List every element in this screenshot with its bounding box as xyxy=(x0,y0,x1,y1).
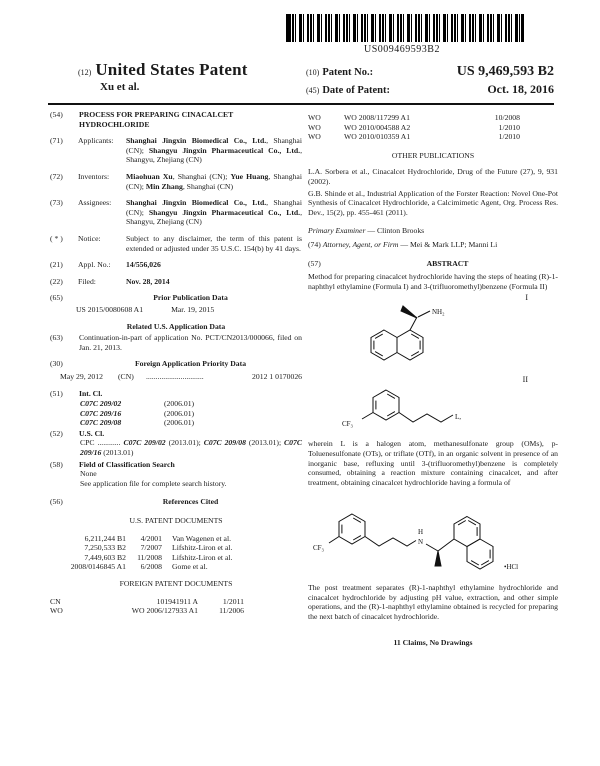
svg-text:NH₂: NH₂ xyxy=(432,308,445,317)
appl-no-label: Appl. No.: xyxy=(78,260,111,270)
table-row: CN 101941911 A 1/2011 xyxy=(50,596,244,606)
field-num-51: (51) xyxy=(50,389,63,399)
section-65-prior-pub xyxy=(50,293,302,303)
appl-no-value: 14/556,026 xyxy=(126,260,161,270)
filed-label: Filed: xyxy=(78,276,96,286)
assignees-label: Assignees: xyxy=(78,198,112,208)
int-cl-heading: Int. Cl. xyxy=(79,389,103,399)
us-cl-heading: U.S. Cl. xyxy=(79,428,105,438)
notice-text: Subject to any disclaimer, the term of this patent is extended or adjusted under 35 U.S.C. 154(b) by 41 days. xyxy=(126,233,302,253)
priority-date: May 29, 2012 xyxy=(60,371,103,381)
field-search-heading: Field of Classification Search xyxy=(79,459,175,469)
patent-no-code: (10) xyxy=(306,68,320,77)
svg-text:CF₃: CF₃ xyxy=(313,544,325,553)
svg-text:•HCl: •HCl xyxy=(504,563,519,572)
abstract-para-2: wherein L is a halogen atom, methanesulfonate group (OMs), p-Toluenesulfonate (OTs), or triflate (OTf), in an organic solvent in presence of an inorganic base, refluxing until 3-(trifluoromethyl)benzene is completely consumed, obtaining a reaction mixture containing cinacalcet, and after treatment, obtaining cinacalcet hydrochloride having a formula of xyxy=(308,439,558,487)
inventors-text: Miaohuan Xu, Shanghai (CN); Yue Huang, Shanghai (CN); Min Zhang, Shanghai (CN) xyxy=(126,171,302,191)
field-num-57: (57) xyxy=(308,258,321,268)
int-cl-row: C07C 209/08 (2006.01) xyxy=(80,418,195,428)
formula-1-label: I xyxy=(525,293,528,303)
field-num-notice: ( * ) xyxy=(50,233,63,243)
foreign-priority-heading: Foreign Application Priority Data xyxy=(134,359,247,369)
patent-no-label: Patent No.: xyxy=(322,67,374,78)
prior-pub-heading: Prior Publication Data xyxy=(153,293,228,303)
related-app-text: Continuation-in-part of application No. PCT/CN2013/000066, filed on Jan. 21, 2013. xyxy=(79,333,302,352)
barcode-image xyxy=(286,14,524,42)
formula-1-structure xyxy=(336,293,556,373)
date-code: (45) xyxy=(306,86,320,95)
foreign-docs-table-cont xyxy=(308,113,558,142)
section-57-abstract xyxy=(308,259,558,269)
left-column xyxy=(50,110,302,616)
foreign-priority-entry xyxy=(60,372,302,382)
section-54-title xyxy=(50,110,302,129)
prior-pub-date: Mar. 19, 2015 xyxy=(171,304,215,314)
invention-title: PROCESS FOR PREPARING CINACALCET HYDROCHLORIDE xyxy=(79,110,234,129)
table-row: 6,211,244 B1 4/2001 Van Wagenen et al. xyxy=(84,533,232,543)
field-search-none: None xyxy=(80,469,97,479)
table-row: WO WO 2010/004588 A2 1/2010 xyxy=(308,122,520,132)
priority-country: (CN) xyxy=(118,371,134,381)
formula-3 xyxy=(308,489,558,581)
table-row: 7,449,603 B2 11/2008 Lifshitz-Liron et al. xyxy=(84,552,233,562)
assignees-text: Shanghai Jingxin Biomedical Co., Ltd., Shanghai (CN); Shangyu Jingxin Pharmaceutical Co., Ltd., Shangyu, Zhejiang (CN) xyxy=(126,198,302,227)
table-row: 7,250,533 B2 7/2007 Lifshitz-Liron et al. xyxy=(84,543,233,553)
header-right xyxy=(306,64,554,99)
section-71-applicants xyxy=(50,136,302,165)
header-divider xyxy=(48,103,554,105)
formula-2-label: II xyxy=(522,375,528,385)
inventors-label: Inventors: xyxy=(78,171,110,181)
svg-text:L,: L, xyxy=(455,413,462,422)
field-search-note: See application file for complete search history. xyxy=(80,478,227,488)
table-row: 2008/0146845 A1 6/2008 Gome et al. xyxy=(70,562,208,572)
abstract-heading: ABSTRACT xyxy=(426,258,469,268)
references-heading: References Cited xyxy=(162,497,219,507)
svg-text:CF₃: CF₃ xyxy=(342,420,354,429)
field-num-22: (22) xyxy=(50,276,63,286)
field-num-63: (63) xyxy=(50,333,63,343)
int-cl-entries xyxy=(50,399,302,428)
section-73-assignees xyxy=(50,198,302,227)
section-22-filed xyxy=(50,277,302,287)
patent-date-row xyxy=(306,82,554,97)
priority-app-number: 2012 1 0170026 xyxy=(252,371,302,381)
cpc-text: CPC ............ C07C 209/02 (2013.01); C07C 209/08 (2013.01); C07C 209/16 (2013.01) xyxy=(80,438,302,458)
field-num-58: (58) xyxy=(50,459,63,469)
formula-2 xyxy=(308,375,558,437)
foreign-docs-heading: FOREIGN PATENT DOCUMENTS xyxy=(119,578,233,588)
field-num-54: (54) xyxy=(50,110,63,119)
field-num-72: (72) xyxy=(50,171,63,181)
section-notice xyxy=(50,234,302,253)
int-cl-row: C07C 209/16 (2006.01) xyxy=(80,408,195,418)
applicants-text: Shanghai Jingxin Biomedical Co., Ltd., Shanghai (CN); Shangyu Jingxin Pharmaceutical Co., Ltd., Shangyu, Zhejiang (CN) xyxy=(126,136,302,165)
other-pubs-heading: OTHER PUBLICATIONS xyxy=(391,150,475,160)
formula-1 xyxy=(308,293,558,373)
inventors-short: Xu et al. xyxy=(100,81,140,93)
svg-text:H: H xyxy=(418,528,424,537)
table-row: WO WO 2006/127933 A1 11/2006 xyxy=(50,606,244,616)
int-cl-row: C07C 209/02 (2006.01) xyxy=(80,399,195,409)
patent-no-value: US 9,469,593 B2 xyxy=(456,64,554,79)
doc-type-number: (12) xyxy=(78,68,92,77)
section-63-related xyxy=(50,333,302,352)
publication-item: G.B. Shinde et al., Industrial Application of the Forster Reaction: Novel One-Pot Synthesis of Cinacalcet Hydrochloride, a Calcimimetic Agent, Org. Process Res. Dev., 15(2), pp. 455-461 (2011). xyxy=(308,188,558,217)
section-21-appl-no xyxy=(50,260,302,270)
date-value: Oct. 18, 2016 xyxy=(487,82,554,96)
prior-pub-entry xyxy=(76,305,302,315)
field-num-21: (21) xyxy=(50,260,63,270)
document-title: United States Patent xyxy=(95,60,248,79)
prior-pub-number: US 2015/0080608 A1 xyxy=(76,304,144,314)
us-patent-docs-table xyxy=(50,534,302,572)
barcode-text: US009469593B2 xyxy=(364,44,440,55)
publication-item: L.A. Sorbera et al., Cinacalcet Hydrochloride, Drug of the Future (27), 9, 931 (2002). xyxy=(308,167,558,186)
abstract-para-3: The post treatment separates (R)-1-naphthyl ethylamine hydrochloride and cinacalcet hydrochloride by adjusting pH value, extraction, and other simple operations, and the (R)-1-naphthyl ethylamine obtained is recycled for preparing the next batch of cinacalcet hydrochloride. xyxy=(308,583,558,622)
header-left xyxy=(78,60,248,93)
field-num-56: (56) xyxy=(50,497,63,507)
field-num-71: (71) xyxy=(50,136,63,146)
applicants-label: Applicants: xyxy=(78,136,114,146)
section-58-field-search xyxy=(50,460,302,470)
foreign-docs-table xyxy=(50,597,302,616)
patent-number-row xyxy=(306,64,554,80)
filed-value: Nov. 28, 2014 xyxy=(126,276,170,286)
priority-dots: .............................. xyxy=(146,371,204,381)
abstract-para-1: Method for preparing cinacalcet hydrochloride having the steps of heating (R)-1-naphthyl ethylamine (Formula I) and 3-(trifluoromethyl)benzene (Formula II) xyxy=(308,272,558,291)
section-56-references xyxy=(50,497,302,507)
table-row: WO WO 2010/010359 A1 1/2010 xyxy=(308,132,520,142)
section-51-int-cl xyxy=(50,389,302,399)
svg-text:N: N xyxy=(418,538,424,547)
date-label: Date of Patent: xyxy=(322,85,390,96)
formula-3-structure xyxy=(310,489,555,581)
section-30-foreign-priority xyxy=(50,359,302,369)
table-row: WO WO 2008/117299 A1 10/2008 xyxy=(308,113,520,122)
field-num-65: (65) xyxy=(50,293,63,303)
right-column xyxy=(308,113,558,647)
notice-label: Notice: xyxy=(78,233,101,243)
field-num-52: (52) xyxy=(50,428,63,438)
related-app-heading: Related U.S. Application Data xyxy=(126,321,226,331)
attorney-line: (74) Attorney, Agent, or Firm — Mei & Mark LLP; Manni Li xyxy=(308,239,498,249)
field-num-30: (30) xyxy=(50,359,63,369)
claims-line: 11 Claims, No Drawings xyxy=(393,637,473,647)
primary-examiner-line: Primary Examiner — Clinton Brooks xyxy=(308,226,425,236)
formula-2-structure xyxy=(334,375,534,437)
us-docs-heading: U.S. PATENT DOCUMENTS xyxy=(129,516,223,525)
section-52-us-cl xyxy=(50,429,302,439)
section-72-inventors xyxy=(50,172,302,191)
field-num-73: (73) xyxy=(50,198,63,208)
